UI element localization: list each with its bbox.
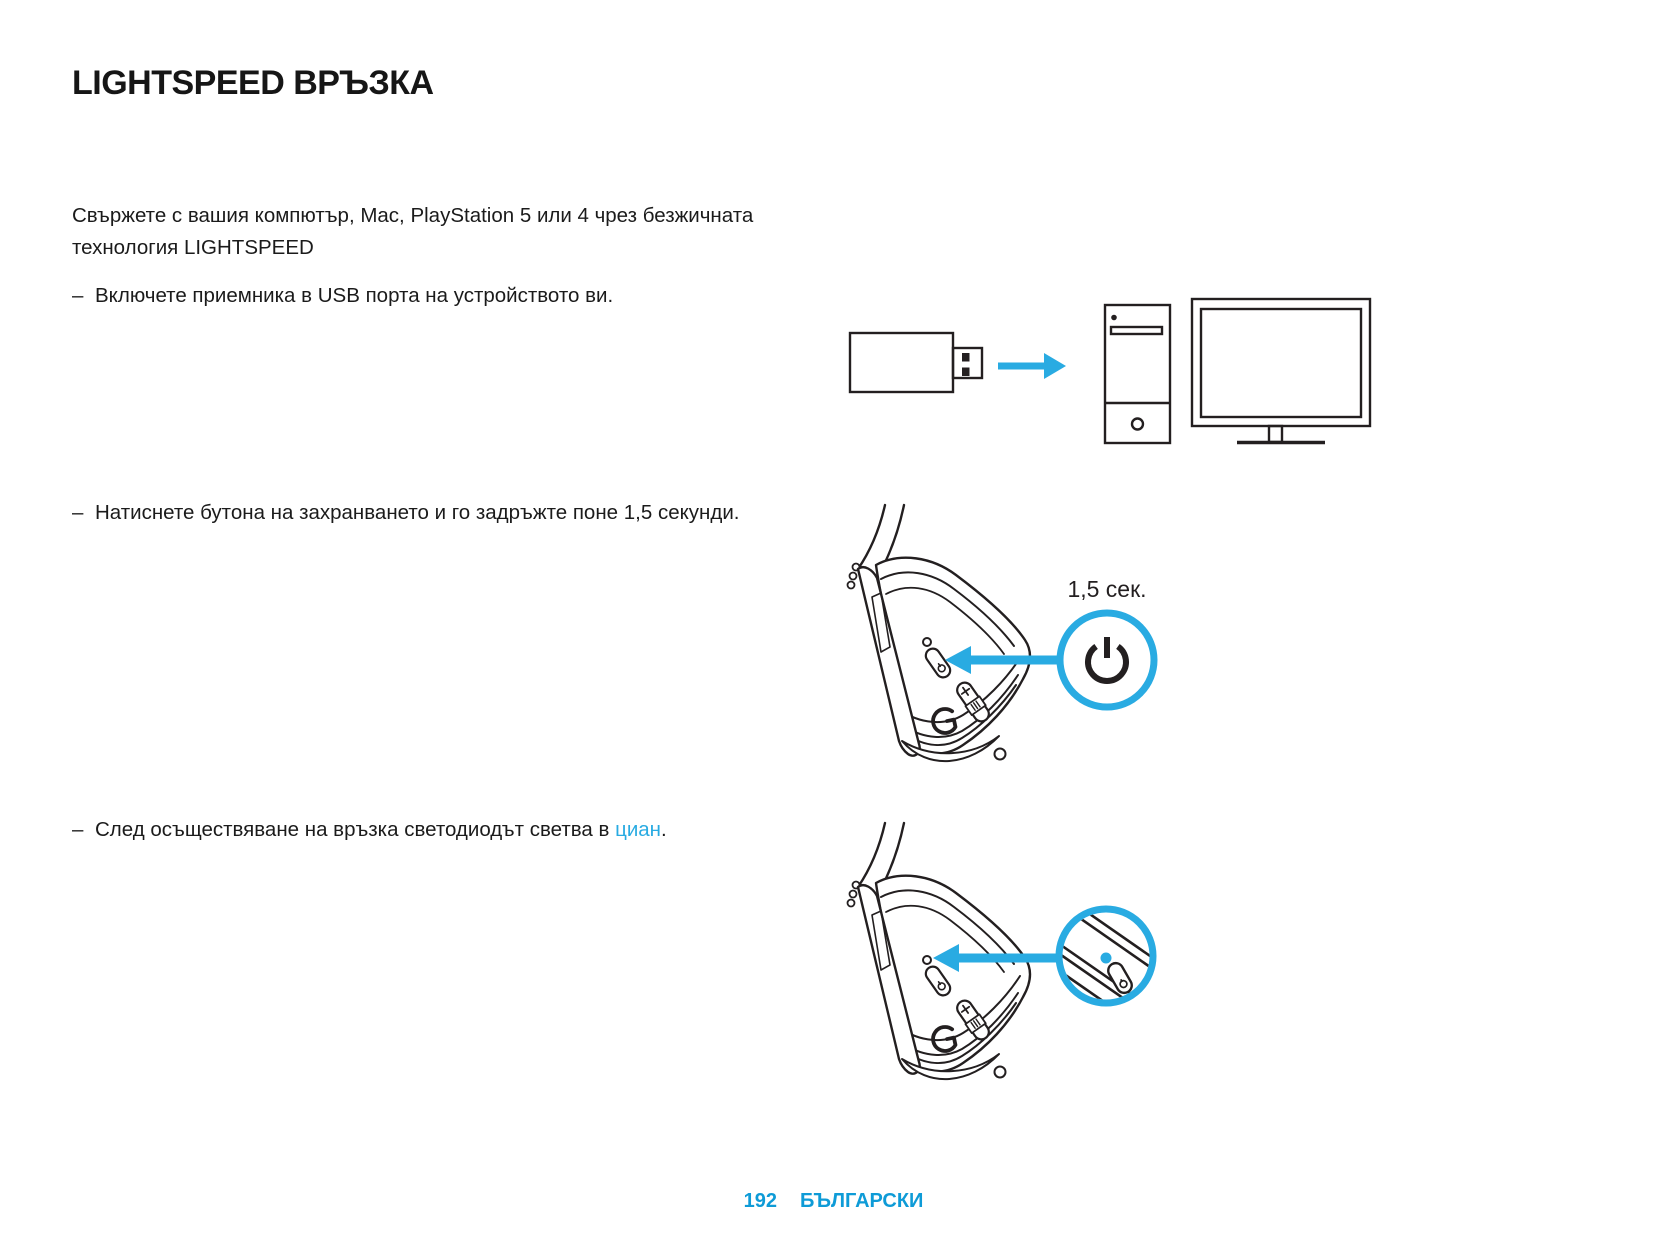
headset-led-illustration — [845, 810, 1175, 1105]
bullet-text: Включете приемника в USB порта на устройството ви. — [95, 284, 614, 307]
headset-icon — [848, 505, 1031, 761]
bullet-plug-receiver — [72, 281, 613, 311]
bullet-dash: – — [72, 501, 84, 524]
usb-receiver-icon — [850, 333, 982, 392]
bullet-text — [95, 815, 667, 845]
bullet-dash: – — [72, 818, 84, 841]
bullet-text: Натиснете бутона на захранването и го задръжте поне 1,5 секунди. — [95, 501, 740, 524]
page-title: LIGHTSPEED ВРЪЗКА — [72, 64, 434, 102]
bullet-text-suffix: . — [661, 818, 667, 841]
language-label: БЪЛГАРСКИ — [799, 1190, 924, 1212]
intro-line-1: Свържете с вашия компютър, Mac, PlayStation 5 или 4 чрез безжичната — [72, 204, 754, 227]
monitor-icon — [1192, 299, 1370, 443]
usb-to-computer-illustration — [845, 290, 1390, 455]
arrow-right-icon — [998, 353, 1066, 379]
power-hold-duration-label: 1,5 сек. — [1067, 576, 1147, 602]
headset-icon — [848, 823, 1031, 1079]
bullet-press-power — [72, 498, 739, 528]
bullet-dash: – — [72, 284, 84, 307]
intro-line-2: технология LIGHTSPEED — [72, 236, 314, 259]
page-footer — [0, 1190, 1667, 1213]
led-indicator-icon — [1101, 953, 1112, 964]
bullet-led-cyan — [72, 815, 667, 845]
bullet-highlight-cyan: циан — [615, 818, 661, 841]
intro-paragraph — [72, 200, 753, 264]
bullet-text-main: След осъществяване на връзка светодиодът светва в — [95, 818, 616, 841]
computer-tower-icon — [1105, 305, 1170, 443]
page-number: 192 — [743, 1190, 777, 1212]
power-button-callout — [1060, 613, 1154, 707]
headset-power-illustration — [845, 495, 1175, 790]
